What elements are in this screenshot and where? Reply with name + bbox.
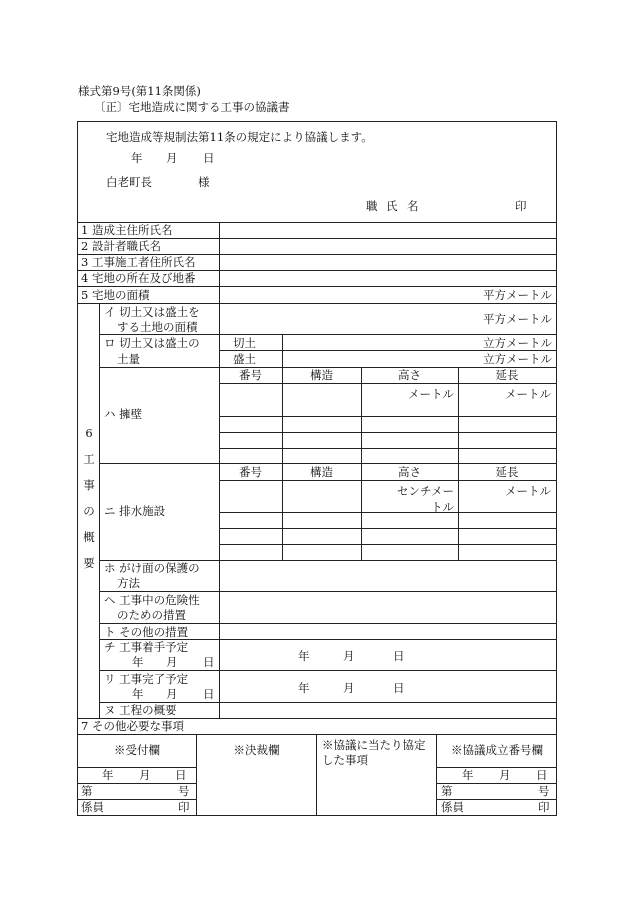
decision-header: ※決裁欄 <box>233 743 280 757</box>
addressee: 白老町長 <box>106 175 152 189</box>
completion-date-year: 年 <box>132 687 144 701</box>
wall-col-structure: 構造 <box>310 368 333 382</box>
volume-label-2: 土量 <box>117 352 140 366</box>
completion-date-month: 月 <box>166 687 178 701</box>
overview-section-label: 6工事の概要 <box>83 426 95 570</box>
cut-label: 切土 <box>233 336 256 350</box>
agreement-day: 日 <box>536 768 548 782</box>
wall-col-height: 高さ <box>398 368 421 382</box>
slope-protection-label-1: ホ がけ面の保護の <box>104 561 200 575</box>
completion-year: 年 <box>298 681 310 695</box>
fill-volume-unit: 立方メートル <box>483 352 552 366</box>
drain-table-row[interactable] <box>220 481 556 512</box>
slope-protection-label-2: 方法 <box>117 576 140 590</box>
reception-date-field[interactable] <box>78 768 196 783</box>
intro-statement: 宅地造成等規制法第11条の規定により協議します。 <box>106 130 373 144</box>
date-month-label: 月 <box>166 151 178 165</box>
area-input[interactable] <box>220 290 552 302</box>
form-number: 様式第9号(第11条関係) <box>78 84 201 98</box>
cut-fill-area-label-1: イ 切土又は盛土を <box>104 305 200 319</box>
other-measures-input[interactable] <box>220 624 556 639</box>
agreement-gou: 号 <box>538 784 550 798</box>
start-date-label: チ 工事着手予定 <box>104 640 189 654</box>
drain-col-length: 延長 <box>495 465 519 479</box>
schedule-outline-input[interactable] <box>220 703 556 718</box>
wall-col-number: 番号 <box>239 368 262 382</box>
contractor-input[interactable] <box>220 255 556 270</box>
row-location-label: 4 宅地の所在及び地番 <box>81 271 196 285</box>
cut-fill-area-label-2: する土地の面積 <box>117 320 198 334</box>
honorific: 様 <box>198 175 210 189</box>
agreement-seal: 印 <box>538 800 550 814</box>
agreement-number-header: ※協議成立番号欄 <box>451 743 543 757</box>
row-designer-label: 2 設計者職氏名 <box>81 239 161 253</box>
start-day: 日 <box>393 649 405 663</box>
completion-day: 日 <box>393 681 405 695</box>
drain-table-row[interactable] <box>220 513 556 528</box>
agreement-clerk-label: 係員 <box>441 800 464 814</box>
signer-title-char-1: 職 <box>366 199 378 213</box>
drain-col-number: 番号 <box>239 465 262 479</box>
other-items-input[interactable] <box>220 719 556 734</box>
agreement-year: 年 <box>462 768 474 782</box>
signer-title-char-2: 氏 <box>386 199 398 213</box>
start-date-day: 日 <box>203 655 215 669</box>
schedule-outline-label: ヌ 工程の概要 <box>104 703 177 717</box>
drainage-label: ニ 排水施設 <box>104 504 166 518</box>
wall-table-row[interactable] <box>220 384 556 416</box>
reception-dai: 第 <box>81 784 93 798</box>
drain-table-row[interactable] <box>220 545 556 560</box>
cut-volume-input[interactable] <box>284 338 552 350</box>
drain-col-height: 高さ <box>398 465 421 479</box>
drain-length-unit: メートル <box>505 484 551 498</box>
drain-table-row[interactable] <box>220 529 556 544</box>
reception-header: ※受付欄 <box>114 743 160 757</box>
retaining-wall-label: ハ 擁壁 <box>104 407 143 421</box>
other-measures-label: ト その他の措置 <box>104 625 189 639</box>
row-applicant-label: 1 造成主住所氏名 <box>81 223 173 237</box>
wall-table-row[interactable] <box>220 449 556 463</box>
reception-month: 月 <box>139 768 151 782</box>
reception-clerk-label: 係員 <box>81 800 104 814</box>
agreement-dai: 第 <box>441 784 453 798</box>
row-area-label: 5 宅地の面積 <box>81 288 150 302</box>
area-unit: 平方メートル <box>483 288 552 302</box>
agreed-items-header: ※協議に当たり協定した事項 <box>322 738 426 767</box>
wall-table-row[interactable] <box>220 417 556 432</box>
safety-measures-label-2: のための措置 <box>117 608 186 622</box>
reception-clerk-field[interactable] <box>78 800 196 815</box>
decision-field[interactable] <box>197 768 316 815</box>
designer-input[interactable] <box>220 239 556 254</box>
start-year: 年 <box>298 649 310 663</box>
agreement-clerk-field[interactable] <box>437 800 556 815</box>
wall-table-row[interactable] <box>220 433 556 448</box>
reception-seal: 印 <box>178 800 190 814</box>
wall-col-length: 延長 <box>495 368 519 382</box>
completion-date-day: 日 <box>203 687 215 701</box>
cut-volume-unit: 立方メートル <box>483 336 552 350</box>
safety-measures-input[interactable] <box>220 592 556 623</box>
agreement-number-field[interactable] <box>437 784 556 799</box>
reception-year: 年 <box>102 768 114 782</box>
drain-height-unit: センチメートル <box>396 484 454 514</box>
agreement-date-field[interactable] <box>437 768 556 783</box>
cut-fill-area-input[interactable] <box>220 314 552 326</box>
other-items-label: 7 その他必要な事項 <box>81 719 184 733</box>
wall-length-unit: メートル <box>505 387 551 401</box>
reception-gou: 号 <box>178 784 190 798</box>
slope-protection-input[interactable] <box>220 561 556 591</box>
applicant-input[interactable] <box>220 223 556 238</box>
fill-volume-input[interactable] <box>284 354 552 366</box>
cut-fill-area-unit: 平方メートル <box>483 312 552 326</box>
start-month: 月 <box>343 649 355 663</box>
completion-date-label: リ 工事完了予定 <box>104 672 189 686</box>
seal-mark: 印 <box>515 199 527 213</box>
date-year-label: 年 <box>131 151 143 165</box>
reception-number-field[interactable] <box>78 784 196 799</box>
completion-date-input[interactable] <box>220 671 556 702</box>
start-date-month: 月 <box>166 655 178 669</box>
volume-label-1: ロ 切土又は盛土の <box>104 336 200 350</box>
start-date-year: 年 <box>132 655 144 669</box>
completion-month: 月 <box>343 681 355 695</box>
location-input[interactable] <box>220 271 556 286</box>
agreed-items-field[interactable] <box>317 768 436 815</box>
start-date-input[interactable] <box>220 640 556 670</box>
row-contractor-label: 3 工事施工者住所氏名 <box>81 255 196 269</box>
reception-day: 日 <box>175 768 187 782</box>
safety-measures-label-1: ヘ 工事中の危険性 <box>104 593 200 607</box>
agreement-month: 月 <box>499 768 511 782</box>
form-title: 〔正〕宅地造成に関する工事の協議書 <box>94 100 290 114</box>
fill-label: 盛土 <box>233 352 256 366</box>
drain-col-structure: 構造 <box>310 465 333 479</box>
wall-height-unit: メートル <box>408 387 454 401</box>
date-day-label: 日 <box>203 151 215 165</box>
signer-title-char-3: 名 <box>407 199 419 213</box>
